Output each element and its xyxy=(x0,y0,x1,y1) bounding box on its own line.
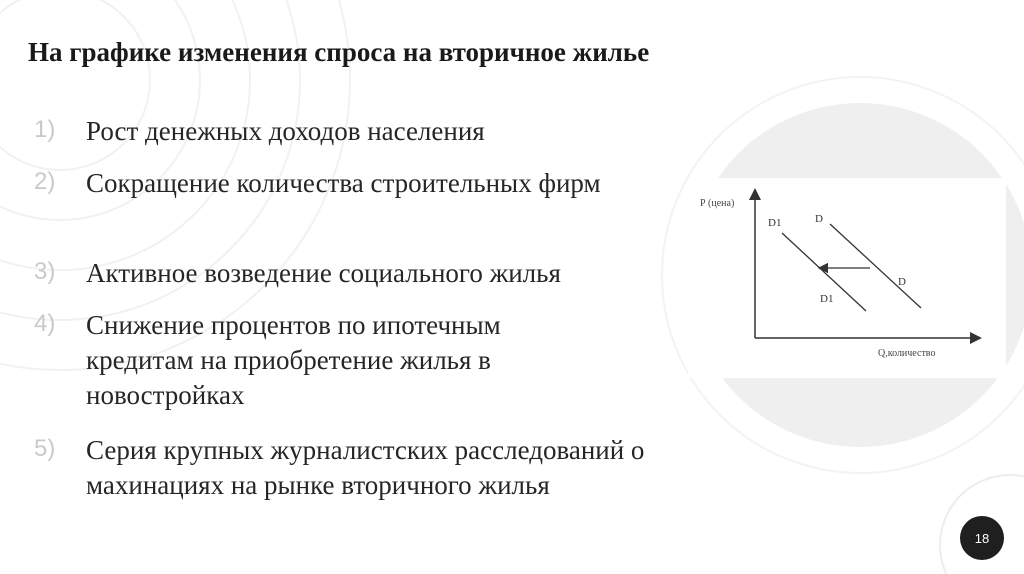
list-text: Серия крупных журналистских расследований о махинациях на рынке вторичного жилья xyxy=(86,435,645,500)
y-axis-label: Р (цена) xyxy=(700,198,735,209)
label-d1-top: D1 xyxy=(768,217,782,229)
page-number-badge: 18 xyxy=(960,516,1004,560)
list-number: 2) xyxy=(34,168,56,195)
list-text: Рост денежных доходов населения xyxy=(86,116,485,146)
label-d-top: D xyxy=(815,213,823,225)
demand-diagram-svg xyxy=(688,178,1006,378)
list-number: 1) xyxy=(34,116,56,143)
demand-shift-diagram xyxy=(688,178,1006,378)
label-d1-bottom: D1 xyxy=(820,293,834,305)
list-number: 5) xyxy=(34,435,56,462)
list-number: 3) xyxy=(34,258,56,285)
list-text: Снижение процентов по ипотечным кредитам на приобретение жилья в новостройках xyxy=(86,310,501,410)
list-text: Сокращение количества строительных фирм xyxy=(86,168,601,198)
label-d-bottom: D xyxy=(898,276,906,288)
x-axis-label: Q,количество xyxy=(878,348,936,359)
list-number: 4) xyxy=(34,310,56,337)
list-text: Активное возведение социального жилья xyxy=(86,258,561,288)
demand-curve-d xyxy=(830,224,921,308)
slide-title: На графике изменения спроса на вторичное жилье xyxy=(28,37,650,67)
